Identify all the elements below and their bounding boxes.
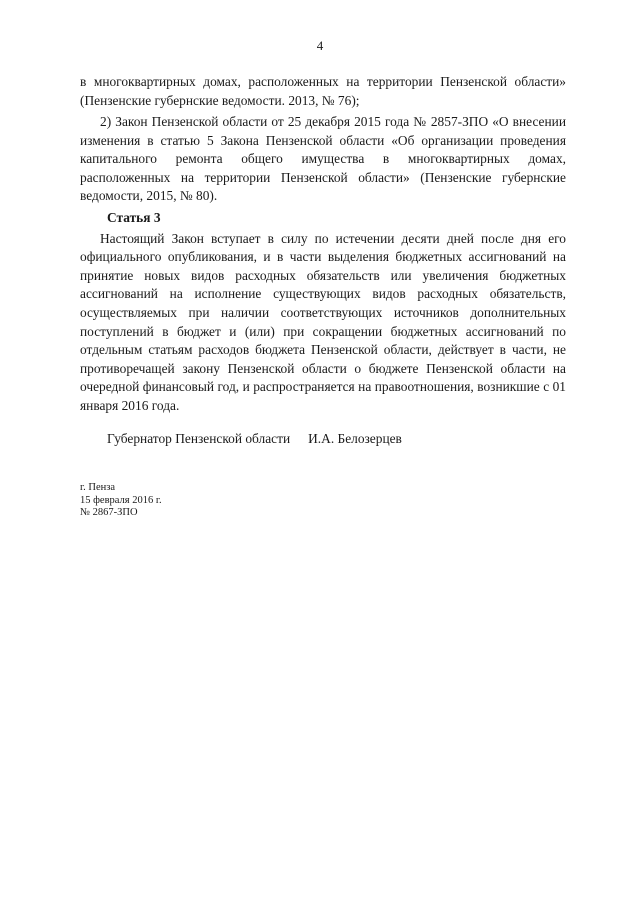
list-item-2 (80, 113, 566, 206)
law-number: № 2867-ЗПО (80, 507, 138, 518)
article-heading: Статья 3 (107, 210, 161, 225)
signature-block (107, 431, 402, 447)
signature-title: Губернатор Пензенской области (107, 431, 291, 446)
signing-details (80, 482, 162, 520)
signature-name: И.А. Белозерцев (308, 431, 402, 446)
article-3 (80, 209, 566, 416)
page-number: 4 (316, 38, 324, 53)
article-text: Настоящий Закон вступает в силу по истечении десяти дней после дня его официального опубликования, и в части выделения бюджетных ассигнований на принятие новых видов расходных обязательств или увеличения бюджетных ассигнований на исполнение существующих видов расходных обязательств, осуществляемых при наличии соответствующих источников дополнительных поступлений в бюджет и (или) при сокращении бюджетных ассигнований по отдельным статьям расходов бюджета Пензенской области, действует в части, не противоречащей закону Пензенской области о бюджете Пензенской области на очередной финансовый год, и распространяется на правоотношения, возникшие с 01 января 2016 года. (80, 230, 566, 413)
list-item-1-continuation (80, 73, 566, 110)
list-item-2-text: 2) Закон Пензенской области от 25 декабря 2015 года № 2857-ЗПО «О внесении изменения в статью 5 Закона Пензенской области «Об организации проведения капитального ремонта общего имущества в многоквартирных домах, расположенных на территории Пензенской области» (Пензенские губернские ведомости, 2015, № 80). (80, 114, 566, 204)
signing-city: г. Пенза (80, 482, 116, 493)
signing-date: 15 февраля 2016 г. (80, 494, 162, 506)
list-item-1-text: в многоквартирных домах, расположенных на территории Пензенской области» (Пензенские губернские ведомости. 2013, № 76); (80, 74, 566, 108)
